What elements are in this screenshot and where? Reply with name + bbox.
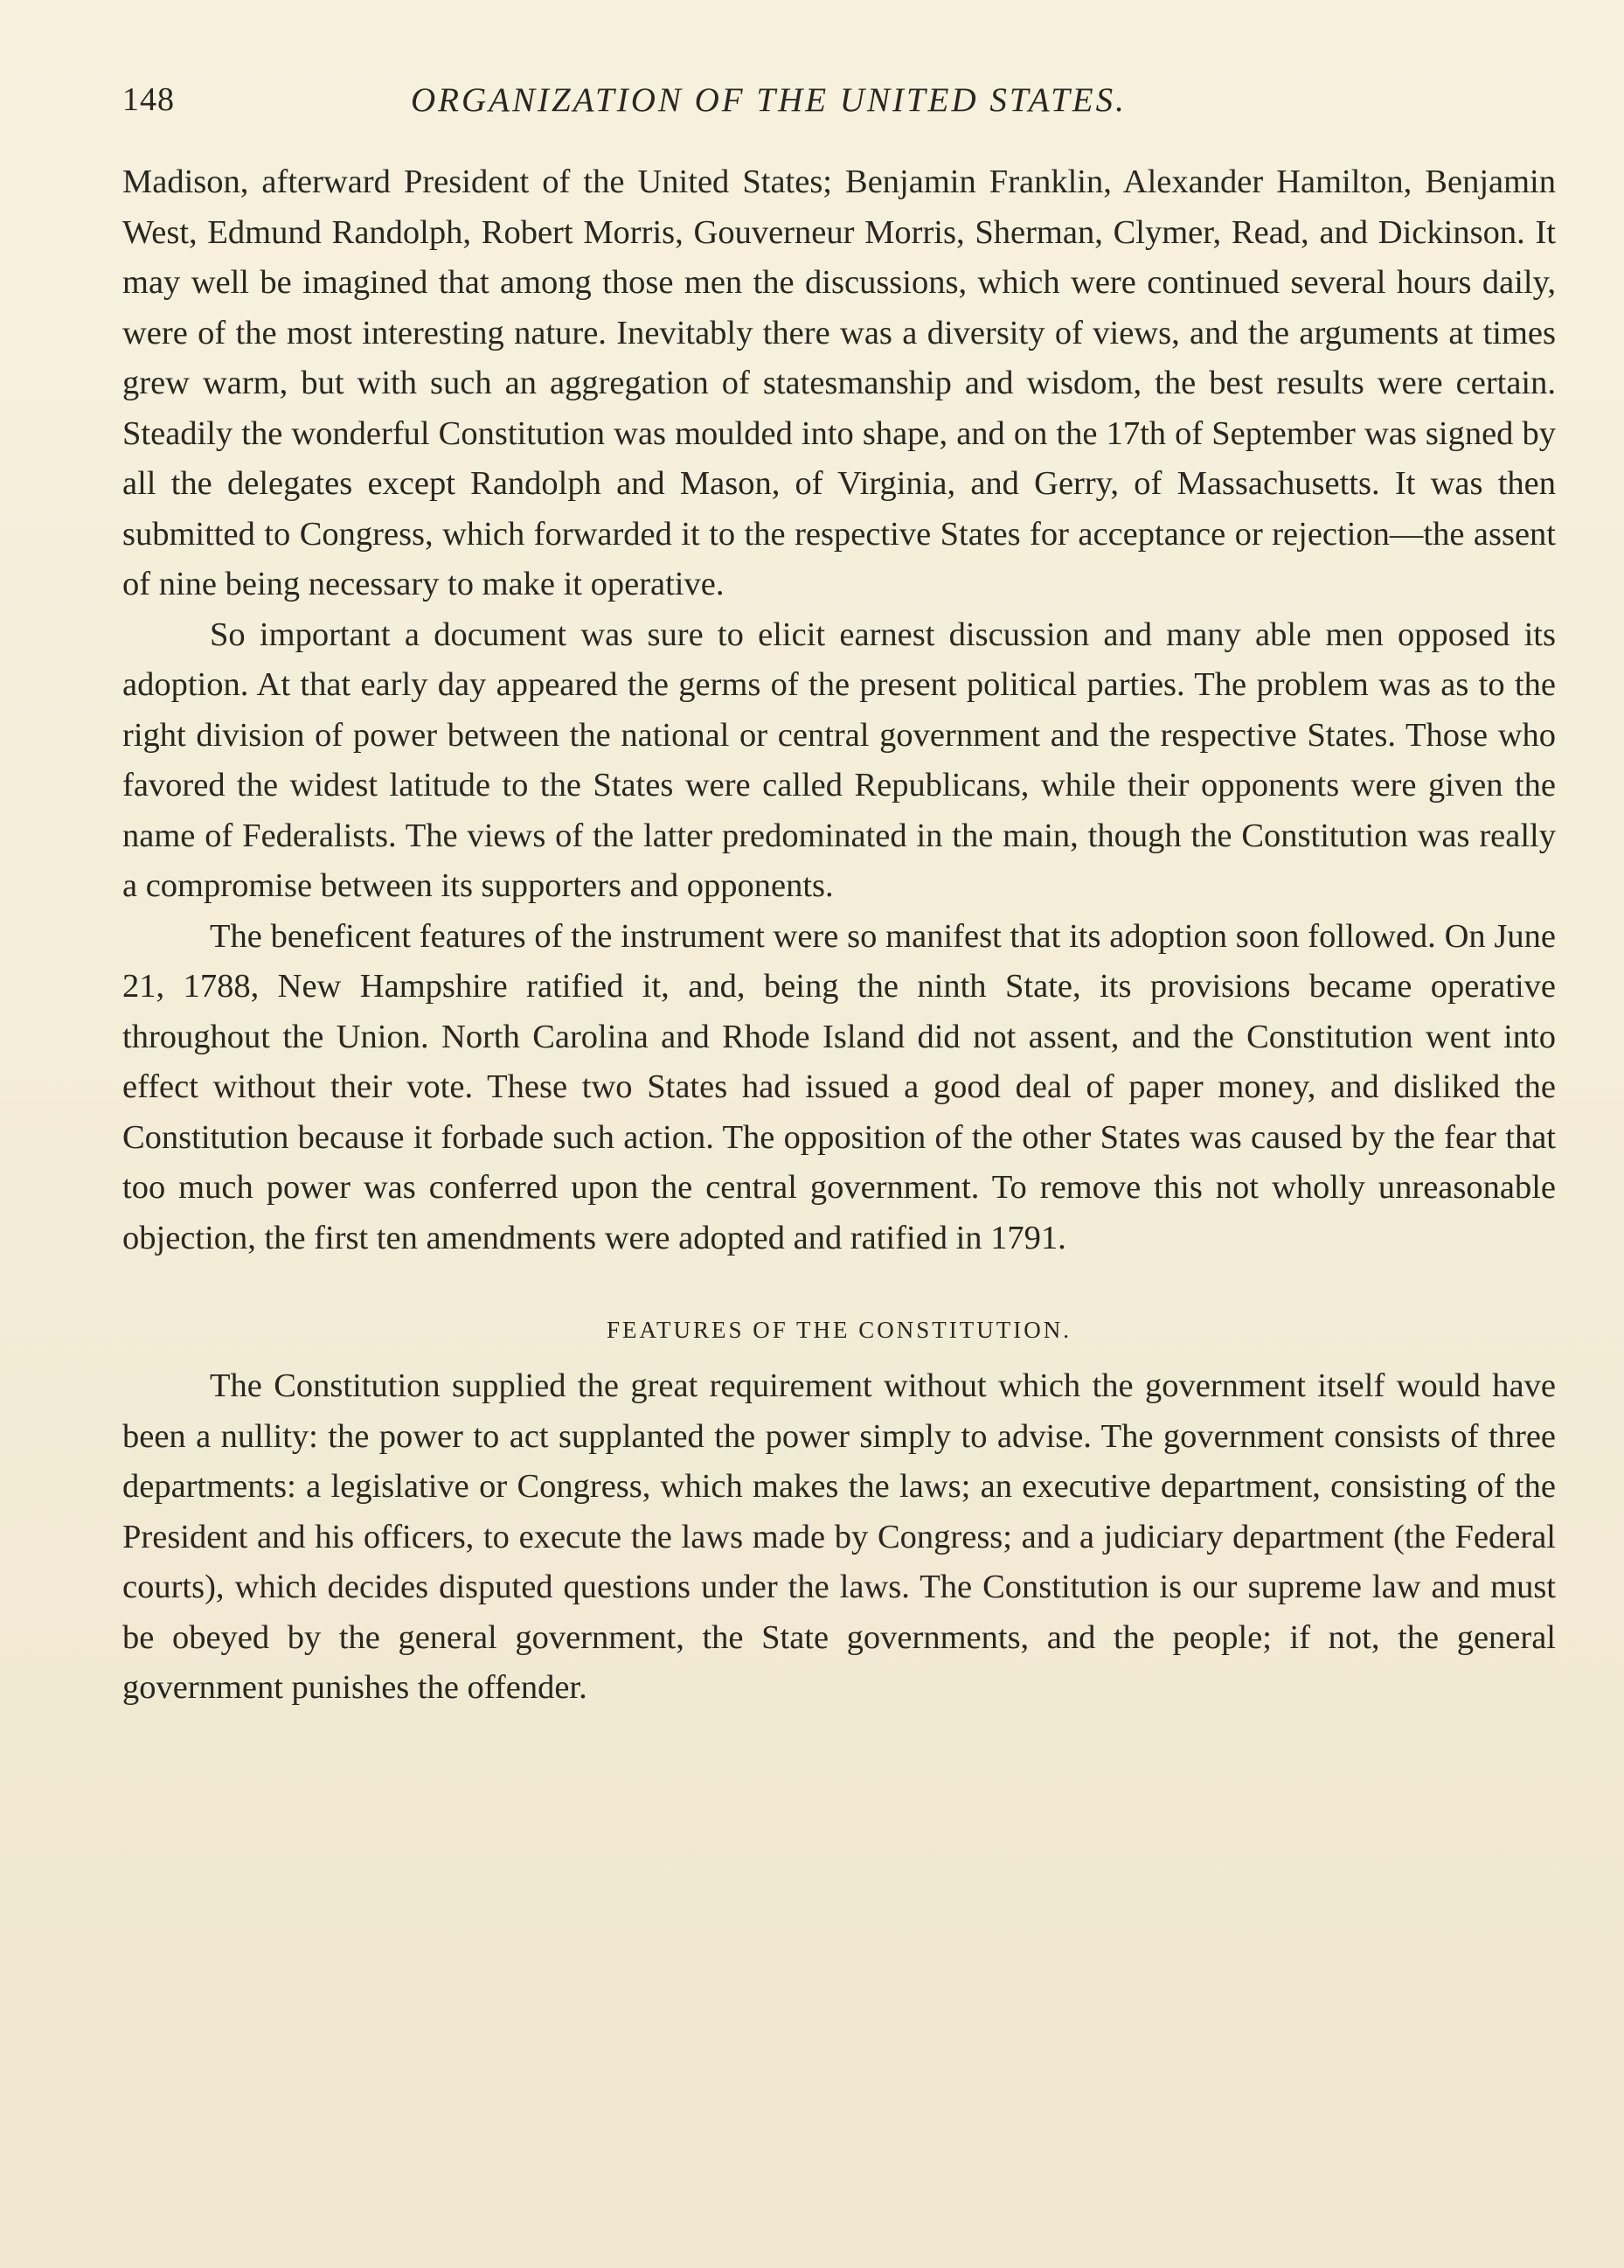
- paragraph-features: The Constitution supplied the great requirement without which the government itself would have been a nullity: the power to act supplanted the power simply to advise. The government consists of three departments: a legislative or Congress, which makes the laws; an executive department, consisting of the President and his officers, to execute the laws made by Congress; and a judiciary department (the Federal courts), which decides disputed questions under the laws. The Constitution is our supreme law and must be obeyed by the general government, the State governments, and the people; if not, the general government punishes the offender.: [122, 1367, 1556, 1706]
- section-heading: FEATURES OF THE CONSTITUTION.: [606, 1317, 1072, 1343]
- page-number: 148: [122, 81, 175, 118]
- paragraph-ratification: The beneficent features of the instrument were so manifest that its adoption soon followed. On June 21, 1788, New Hampshire ratified it, and, being the ninth State, its provisions became operative throughout the Union. North Carolina and Rhode Island did not assent, and the Constitution went into effect without their vote. These two States had issued a good deal of paper money, and disliked the Constitution because it forbade such action. The opposition of the other States was caused by the fear that too much power was conferred upon the central government. To remove this not wholly unreasonable objection, the first ten amendments were adopted and ratified in 1791.: [122, 917, 1556, 1256]
- body-text: [122, 157, 1556, 1714]
- paragraph-opposition: So important a document was sure to elicit earnest discussion and many able men opposed its adoption. At that early day appeared the germs of the present political parties. The problem was as to the right division of power between the national or central government and the respective States. Those who favored the widest latitude to the States were called Republicans, while their opponents were given the name of Federalists. The views of the latter predominated in the main, though the Constitution was really a compromise between its supporters and opponents.: [122, 616, 1556, 904]
- paragraph-continued: Madison, afterward President of the United States; Benjamin Franklin, Alexander Hamilton, Benjamin West, Edmund Randolph, Robert Morris, Gouverneur Morris, Sherman, Clymer, Read, and Dickinson. It may well be imagined that among those men the discussions, which were continued several hours daily, were of the most interesting nature. Inevitably there was a diversity of views, and the arguments at times grew warm, but with such an aggregation of statesmanship and wisdom, the best results were certain. Steadily the wonderful Constitution was moulded into shape, and on the 17th of September was signed by all the delegates except Randolph and Mason, of Virginia, and Gerry, of Massachusetts. It was then submitted to Congress, which forwarded it to the respective States for acceptance or rejection—the assent of nine being necessary to make it operative.: [122, 163, 1556, 602]
- running-title: ORGANIZATION OF THE UNITED STATES.: [411, 81, 1127, 119]
- running-head: [122, 80, 1556, 133]
